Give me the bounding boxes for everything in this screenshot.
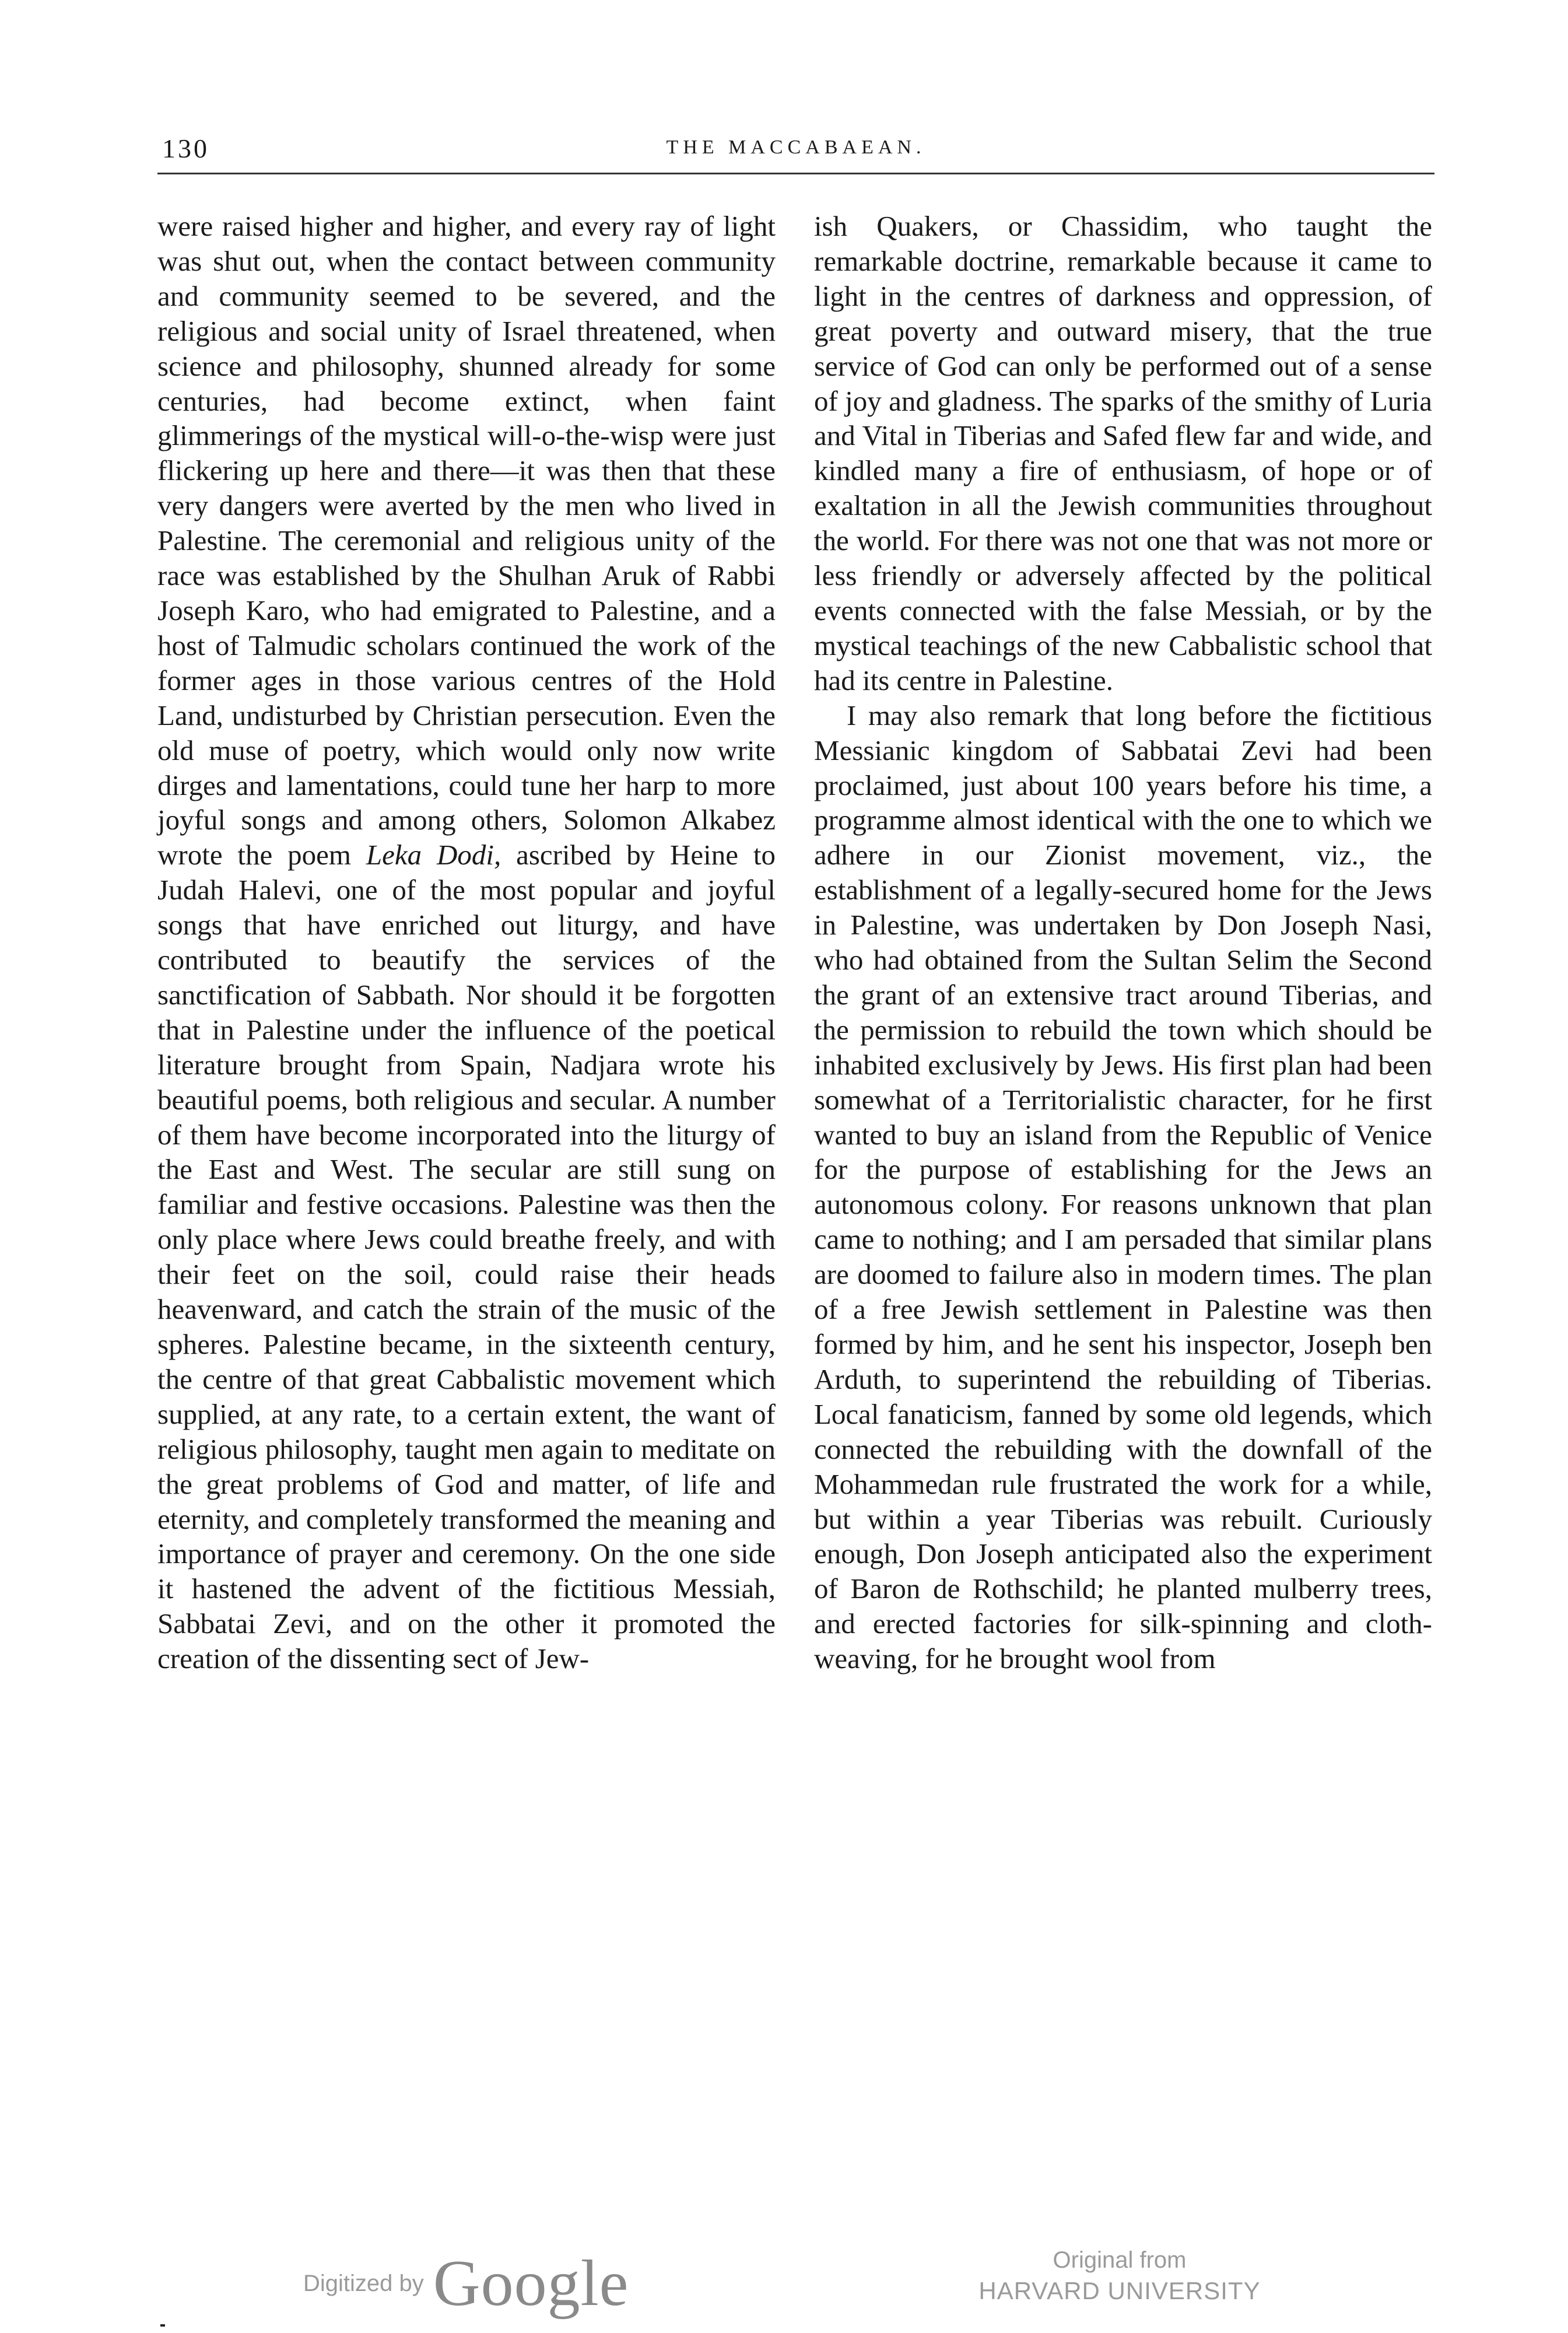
page-header: [157, 133, 1434, 174]
left-paragraph: [157, 209, 776, 1676]
scan-mark: [160, 2324, 165, 2327]
left-text-part-2: ascribed by Heine to Judah Halevi, one of the most popular and joyful songs that have enriched out liturgy, and have contributed to beautify the services of the sanctification of Sabbath. Nor should it be forgotten that in Palestine under the influence of the poetical literature brought from Spain, Nadjara wrote his beautiful poems, both religious and secular. A number of them have become incorporated into the liturgy of the East and West. The secular are still sung on familiar and festive occasions. Palestine was then the only place where Jews could breathe freely, and with their feet on the soil, could raise their heads heavenward, and catch the strain of the music of the spheres. Palestine became, in the sixteenth century, the centre of that great Cabbalistic movement which supplied, at any rate, to a certain extent, the want of religious philosophy, taught men again to meditate on the great problems of God and matter, of life and eternity, and completely transformed the meaning and importance of prayer and ceremony. On the one side it hastened the advent of the fictitious Messiah, Sabbatai Zevi, and on the other it promoted the creation of the dissenting sect of Jew-: [157, 839, 776, 1675]
header-rule: [157, 173, 1434, 174]
running-title: THE MACCABAEAN.: [666, 136, 926, 158]
left-column: [157, 209, 776, 1676]
digitized-by-label: Digitized by: [303, 2270, 424, 2296]
right-column: [814, 209, 1432, 1676]
source-attribution: [956, 2246, 1283, 2307]
left-text-part-1: were raised higher and higher, and every ray of light was shut out, when the contact between community and community seemed to be severed, and the religious and social unity of Israel threatened, when science and philosophy, shunned already for some centuries, had become extinct, when faint glimmerings of the mystical will-o-the-wisp were just flickering up here and there—it was then that these very dangers were averted by the men who lived in Palestine. The ceremonial and religious unity of the race was established by the Shulhan Aruk of Rabbi Joseph Karo, who had emigrated to Palestine, and a host of Talmudic scholars continued the work of the former ages in those various centres of the Hold Land, undisturbed by Christian persecution. Even the old muse of poetry, which would only now write dirges and lamentations, could tune her harp to more joyful songs and among others, Solomon Alkabez wrote the poem: [157, 210, 776, 871]
institution-name: HARVARD UNIVERSITY: [978, 2277, 1261, 2304]
poem-title: Leka Dodi,: [366, 839, 501, 871]
right-paragraph-2: I may also remark that long before the fictitious Messianic kingdom of Sabbatai Zevi had been proclaimed, just about 100 years before his time, a programme almost identical with the one to which we adhere in our Zionist movement, viz., the establishment of a legally-secured home for the Jews in Palestine, was undertaken by Don Joseph Nasi, who had obtained from the Sultan Selim the Second the grant of an extensive tract around Tiberias, and the permission to rebuild the town which should be inhabited exclusively by Jews. His first plan had been somewhat of a Territorialistic character, for he first wanted to buy an island from the Republic of Venice for the purpose of establishing for the Jews an autonomous colony. For reasons unknown that plan came to nothing; and I am persaded that similar plans are doomed to failure also in modern times. The plan of a free Jewish settlement in Palestine was then formed by him, and he sent his inspector, Joseph ben Arduth, to superintend the rebuilding of Tiberias. Local fanaticism, fanned by some old legends, which connected the rebuilding with the downfall of the Mohammedan rule frustrated the work for a while, but within a year Tiberias was rebuilt. Curiously enough, Don Joseph anticipated also the experiment of Baron de Rothschild; he planted mulberry trees, and erected factories for silk-spinning and cloth-weaving, for he brought wool from: [814, 699, 1432, 1675]
page-number: 130: [162, 134, 209, 163]
original-from-label: Original from: [1053, 2247, 1187, 2273]
digitization-stamp: [303, 2248, 629, 2318]
right-paragraph-1: ish Quakers, or Chassidim, who taught the remarkable doctrine, remarkable because it came to light in the centres of darkness and oppression, of great poverty and outward misery, that the true service of God can only be performed out of a sense of joy and gladness. The sparks of the smithy of Luria and Vital in Tiberias and Safed flew far and wide, and kindled many a fire of enthusiasm, of hope or of exaltation in all the Jewish communities throughout the world. For there was not one that was not more or less friendly or adversely affected by the political events connected with the false Messiah, or by the mystical teachings of the new Cabbalistic school that had its centre in Palestine.: [814, 210, 1432, 696]
google-logo: Google: [433, 2247, 629, 2320]
